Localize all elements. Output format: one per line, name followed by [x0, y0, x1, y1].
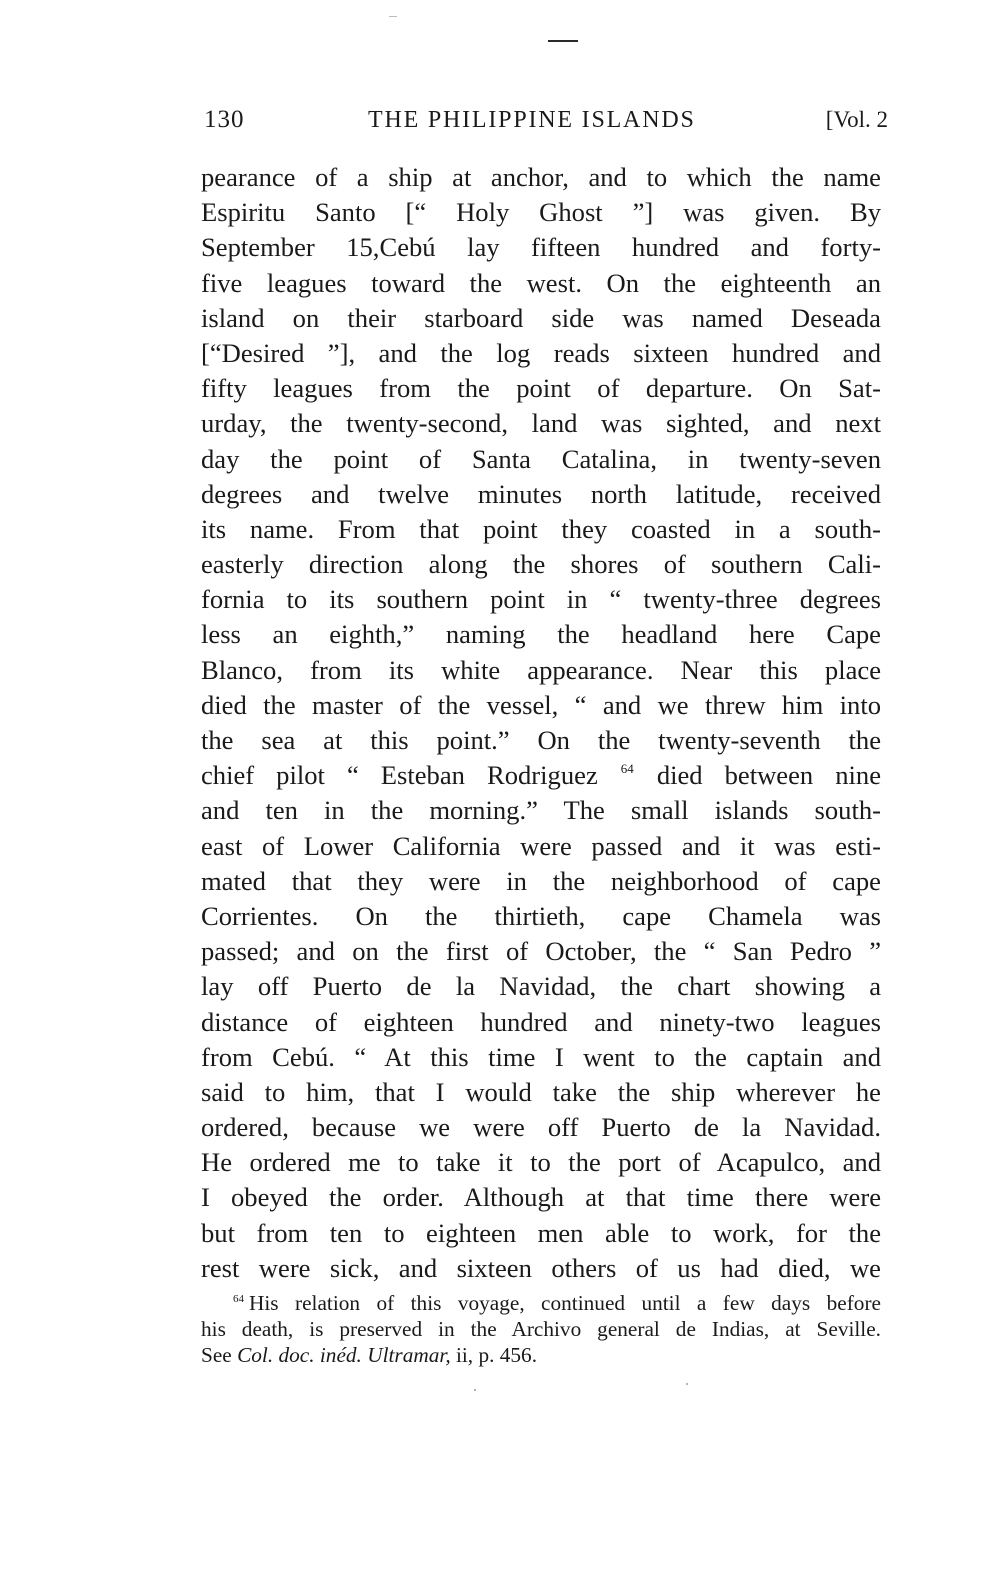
text-line: and ten in the morning.” The small islands south-	[201, 795, 881, 826]
text-line: died the master of the vessel, “ and we threw him into	[201, 689, 881, 720]
text-line: pearance of a ship at anchor, and to which the name	[201, 162, 881, 192]
text-line: Blanco, from its white appearance. Near this place	[201, 654, 881, 685]
citation-title: Col. doc. inéd. Ultramar,	[237, 1343, 451, 1367]
text-line: ordered, because we were off Puerto de la Navidad.	[201, 1112, 881, 1143]
text-line: fornia to its southern point in “ twenty-three degrees	[201, 584, 881, 615]
text-line: He ordered me to take it to the port of Acapulco, and	[201, 1147, 881, 1178]
scan-speck	[686, 1383, 688, 1385]
text-line: easterly direction along the shores of southern Cali-	[201, 549, 881, 580]
text-line: urday, the twenty-second, land was sighted, and next	[201, 408, 881, 439]
footnote	[201, 1290, 881, 1368]
text-line: degrees and twelve minutes north latitude, received	[201, 478, 881, 509]
text-line: lay off Puerto de la Navidad, the chart showing a	[201, 971, 881, 1002]
footnote-line: his death, is preserved in the Archivo general de Indias, at Seville.	[201, 1317, 881, 1341]
text-line: passed; and on the first of October, the “ San Pedro ”	[201, 936, 881, 967]
text-line: less an eighth,” naming the headland here Cape	[201, 619, 881, 650]
scan-artifact	[389, 16, 397, 17]
footnote-line	[201, 1342, 881, 1368]
footnote-number: 64	[233, 1293, 244, 1305]
body-text	[201, 160, 881, 1286]
footnote-reference: 64	[620, 761, 634, 777]
running-head	[204, 102, 888, 138]
text-line: the sea at this point.” On the twenty-seventh the	[201, 725, 881, 755]
text-line: Espiritu Santo [“ Holy Ghost ”] was given. By	[201, 197, 881, 228]
scan-artifact	[548, 40, 578, 42]
text-line: September 15,Cebú lay fifteen hundred and forty-	[201, 232, 881, 263]
text-line: day the point of Santa Catalina, in twenty-seven	[201, 443, 881, 474]
text-line: I obeyed the order. Although at that time there were	[201, 1182, 881, 1213]
text-line: distance of eighteen hundred and ninety-two leagues	[201, 1006, 881, 1037]
text-line: rest were sick, and sixteen others of us had died, we	[201, 1252, 881, 1283]
footnote-text: ii, p. 456.	[450, 1343, 538, 1367]
page-number: 130	[204, 106, 245, 133]
text-line: but from ten to eighteen men able to work, for the	[201, 1217, 881, 1248]
text-line: said to him, that I would take the ship wherever he	[201, 1076, 881, 1107]
text-line-with-footnote-ref	[201, 758, 881, 793]
text-line: [“Desired ”], and the log reads sixteen hundred and	[201, 337, 881, 368]
text-line: mated that they were in the neighborhood of cape	[201, 865, 881, 896]
text-line: from Cebú. “ At this time I went to the captain and	[201, 1041, 881, 1072]
text-line: five leagues toward the west. On the eighteenth an	[201, 267, 881, 298]
scan-speck	[474, 1389, 476, 1391]
footnote-text: His relation of this voyage, continued until a few days before	[249, 1291, 881, 1315]
text-line: fifty leagues from the point of departure. On Sat-	[201, 373, 881, 404]
text-segment: died between nine	[656, 760, 882, 791]
footnote-line	[201, 1290, 881, 1316]
footnote-text: See	[201, 1343, 238, 1367]
text-line: its name. From that point they coasted in a south-	[201, 513, 881, 544]
volume-label: [Vol. 2	[825, 107, 888, 132]
text-line: island on their starboard side was named Deseada	[201, 302, 881, 333]
text-line: east of Lower California were passed and it was esti-	[201, 830, 881, 861]
book-title: THE PHILIPPINE ISLANDS	[368, 107, 696, 133]
text-line: Corrientes. On the thirtieth, cape Chamela was	[201, 900, 881, 931]
text-segment: chief pilot “ Esteban Rodriguez	[201, 760, 598, 791]
